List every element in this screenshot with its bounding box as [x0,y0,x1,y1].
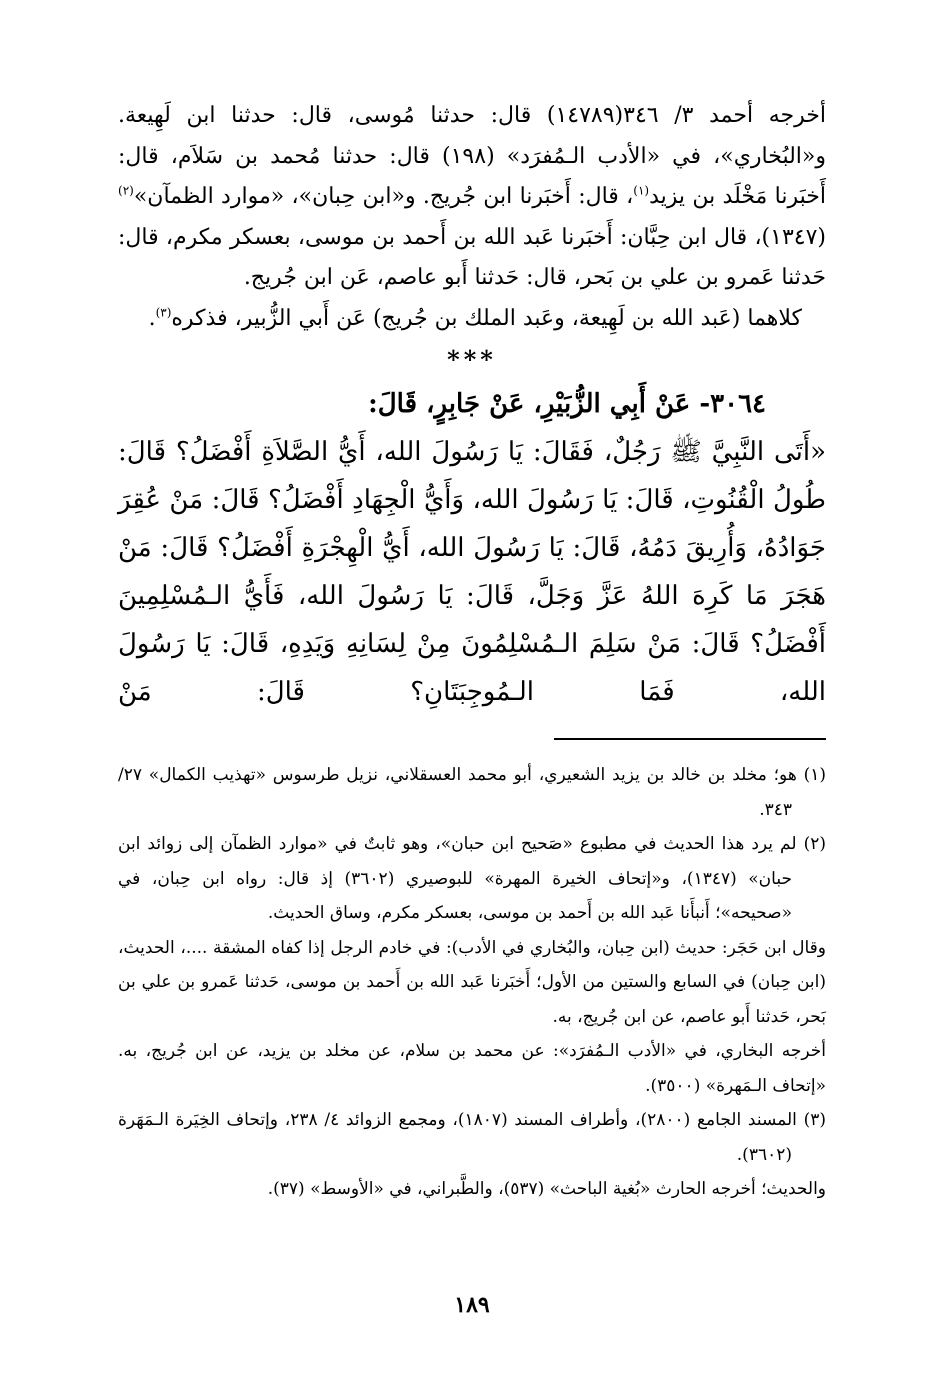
takhrij-text-3: (١٣٤٧)، قال ابن حِبَّان: أَخبَرنا عَبد الله بن أَحمد بن موسى، بعسكر مكرم، قال: حَدثنا عَمرو بن علي بن بَحر، قال: حَدثنا أَبو عاصم، عَن ابن جُريج. [118,224,826,291]
footnote-2: (٢) لم يرد هذا الحديث في مطبوع «صَحيح ابن حبان»، وهو ثابتٌ في «موارد الظمآن إلى زوائد ابن حبان» (١٣٤٧)، و«إتحاف الخيرة المهرة» للبوصيري (٣٦٠٢) إذ قال: رواه ابن حِبان، في «صحيحه»؛ أَنبأَنا عَبد الله بن أَحمد بن موسى، بعسكر مكرم، وساق الحديث. [118,834,826,923]
footnote-1: (١) هو؛ مخلد بن خالد بن يزيد الشعيري، أبو محمد العسقلاني، نزيل طرسوس «تهذيب الكمال» ٢٧/ ٣٤٣. [118,765,826,820]
section-divider-stars: *** [447,344,497,374]
footnote-3-hadith: والحديث؛ أخرجه الحارث «بُغية الباحث» (٥٣٧)، والطَّبراني، في «الأوسط» (٣٧). [267,1179,826,1199]
main-text [118,96,826,716]
page-number: ١٨٩ [454,1292,490,1318]
takhrij-paragraph [118,96,826,299]
footnote-ref-2[interactable]: (٢) [118,183,134,198]
summary-text: كلاهما (عَبد الله بن لَهِيعة، وعَبد الملك بن جُريج) عَن أَبي الزُّبير، فذكره [171,305,802,331]
footnote-ref-3[interactable]: (٣) [155,305,172,320]
takhrij-text-1: أخرجه أحمد ٣/ ٣٤٦(١٤٧٨٩) قال: حدثنا مُوسى، قال: حدثنا ابن لَهِيعة. و«البُخاري»، في «الأدب الـمُفرَد» (١٩٨) قال: حدثنا مُحمد بن سَلاَم، قال: أَخبَرنا مَخْلَد بن يزيد [118,103,826,210]
takhrij-text-2: ، قال: أَخبَرنا ابن جُريج. و«ابن حِبان»، «موارد الظمآن» [133,184,634,210]
footnote-3: (٣) المسند الجامع (٢٨٠٠)، وأطراف المسند (١٨٠٧)، ومجمع الزوائد ٤/ ٢٣٨، وإتحاف الخِيَرة الـمَهَرة (٣٦٠٢). [118,1110,826,1165]
summary-end: . [148,305,156,331]
footnote-separator [554,738,826,740]
footnote-2-ibn-hajar: وقال ابن حَجَر: حديث (ابن حِبان، والبُخاري في الأدب): في خادم الرجل إذا كفاه المشقة ....، الحديث، (ابن حِبان) في السابع والستين من الأول؛ أَخبَرنا عَبد الله بن أَحمد بن موسى، حَدثنا عَمرو بن علي بن بَحر، حَدثنا أَبو عاصم، عن ابن جُريج، به. [118,937,826,1027]
footnote-2-bukhari: أخرجه البخاري، في «الأدب الـمُفرَد»: عن محمد بن سلام، عن مخلد بن يزيد، عن ابن جُريج، به. «إتحاف الـمَهرة» (٣٥٠٠). [118,1041,826,1096]
hadith-text: «أَتَى النَّبِيَّ ﷺ رَجُلٌ، فَقَالَ: يَا رَسُولَ الله، أَيُّ الصَّلاَةِ أَفْضَلُ؟ قَالَ: طُولُ الْقُنُوتِ، قَالَ: يَا رَسُولَ الله، وَأَيُّ الْجِهَادِ أَفْضَلُ؟ قَالَ: مَنْ عُقِرَ جَوَادُهُ، وَأُرِيقَ دَمُهُ، قَالَ: يَا رَسُولَ الله، أَيُّ الْهِجْرَةِ أَفْضَلُ؟ قَالَ: مَنْ هَجَرَ مَا كَرِهَ اللهُ عَزَّ وَجَلَّ، قَالَ: يَا رَسُولَ الله، فَأَيُّ الـمُسْلِمِينَ أَفْضَلُ؟ قَالَ: مَنْ سَلِمَ الـمُسْلِمُونَ مِنْ لِسَانِهِ وَيَدِهِ، قَالَ: يَا رَسُولَ الله، فَمَا الـمُوجِبَتَانِ؟ قَالَ: مَنْ [118,436,826,707]
footnote-ref-1[interactable]: (١) [633,183,650,198]
hadith-heading: ٣٠٦٤- عَنْ أَبِي الزُّبَيْرِ، عَنْ جَابِرٍ، قَالَ: [368,388,766,419]
footnotes [118,758,826,1207]
summary-paragraph [118,299,826,340]
